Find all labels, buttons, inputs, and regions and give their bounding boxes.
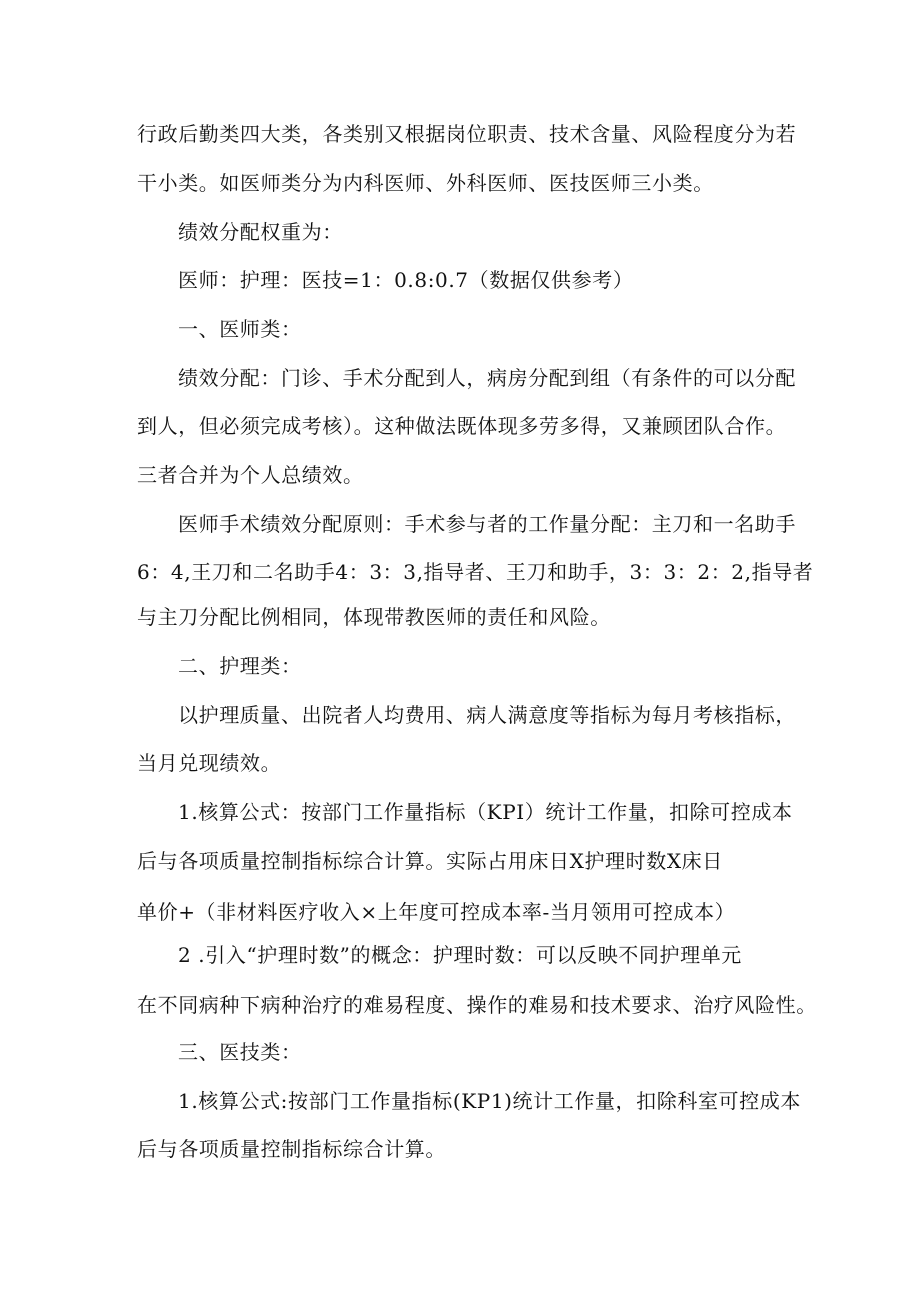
paragraph-line: 与主刀分配比例相同，体现带教医师的责任和风险。 [137,605,611,629]
paragraph-line: 在不同病种下病种治疗的难易程度、操作的难易和技术要求、治疗风险性。 [137,993,817,1017]
paragraph-line: 三者合并为个人总绩效。 [137,463,364,487]
heading-physicians: 一、医师类： [178,317,302,341]
formula-item-tech: 1.核算公式:按部门工作量指标(KP1)统计工作量，扣除科室可控成本 [178,1089,801,1113]
paragraph-line: 医师手术绩效分配原则：手术参与者的工作量分配：主刀和一名助手 [178,512,796,536]
nursing-hours-item-2: 2 .引入“护理时数”的概念：护理时数：可以反映不同护理单元 [178,943,742,967]
paragraph-line: 干小类。如医师类分为内科医师、外科医师、医技医师三小类。 [137,171,714,195]
weight-ratio-line: 医师：护理：医技=1：0.8:0.7（数据仅供参考） [178,268,634,292]
paragraph-line: 到人，但必须完成考核）。这种做法既体现多劳多得，又兼顾团队合作。 [137,414,787,438]
paragraph-line: 以护理质量、出院者人均费用、病人满意度等指标为每月考核指标， [178,703,796,727]
heading-medical-technicians: 三、医技类： [178,1040,302,1064]
paragraph-line: 6：4,王刀和二名助手4：3：3,指导者、王刀和助手，3：3：2：2,指导者 [137,560,814,584]
formula-item-1: 1.核算公式：按部门工作量指标（KPI）统计工作量，扣除可控成本 [178,800,793,824]
paragraph-line: 后与各项质量控制指标综合计算。实际占用床日X护理时数X床日 [137,849,723,873]
paragraph-line: 当月兑现绩效。 [137,751,282,775]
heading-nursing: 二、护理类： [178,654,302,678]
section-label: 绩效分配权重为： [178,220,343,244]
paragraph-line: 单价+（非材料医疗收入×上年度可控成本率-当月领用可控成本） [137,900,736,924]
paragraph-line: 绩效分配：门诊、手术分配到人，病房分配到组（有条件的可以分配 [178,366,796,390]
paragraph-line: 行政后勤类四大类，各类别又根据岗位职责、技术含量、风险程度分为若 [137,122,797,146]
paragraph-line: 后与各项质量控制指标综合计算。 [137,1137,446,1161]
